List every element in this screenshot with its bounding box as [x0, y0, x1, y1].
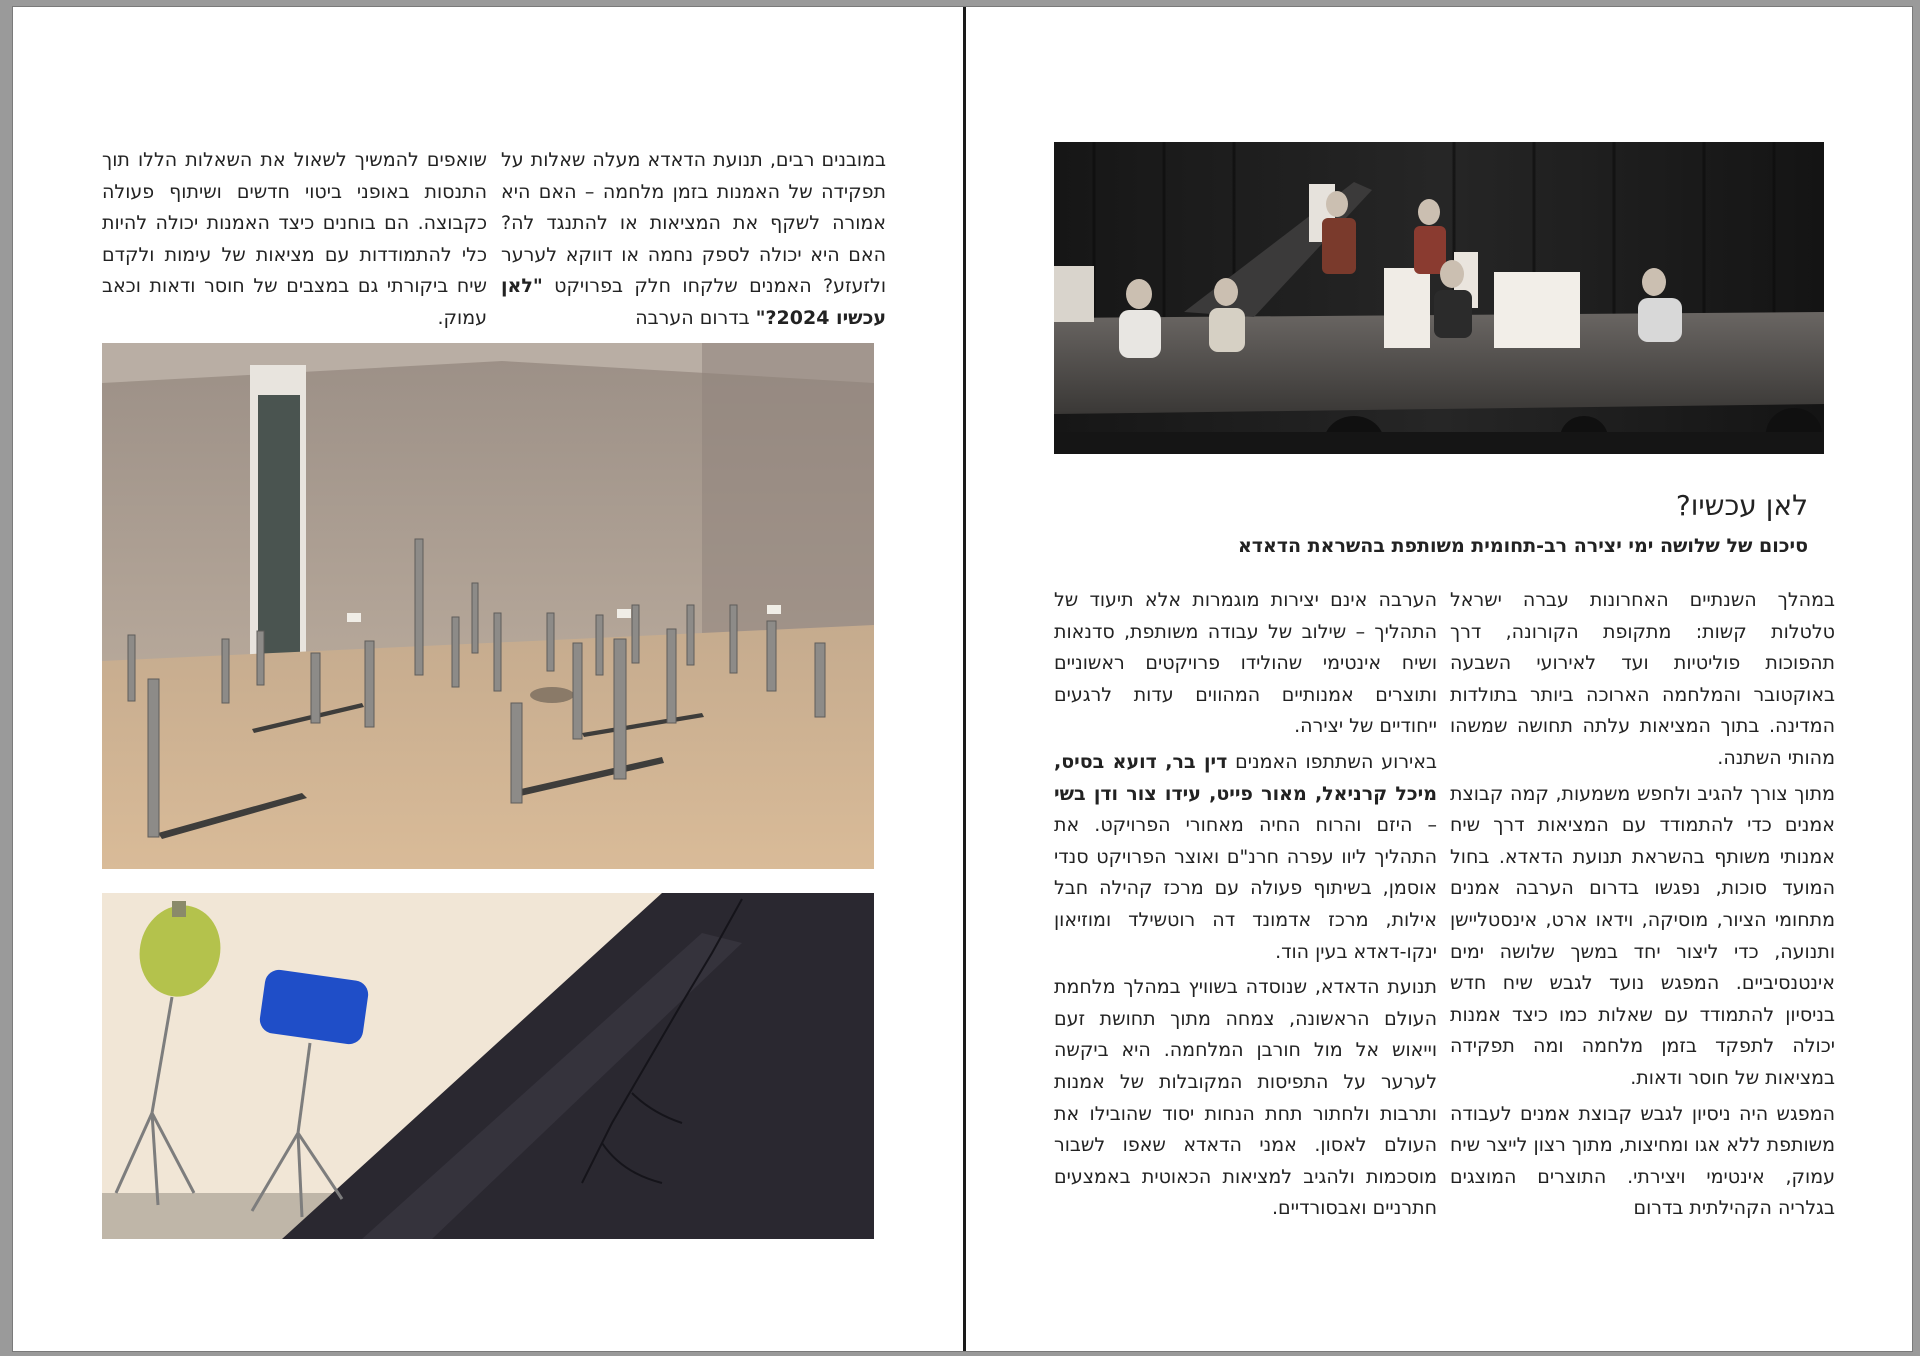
paragraph: הערבה אינם יצירות מוגמרות אלא תיעוד של התהליך – שילוב של עבודה משותפת, סדנאות ושיח אינטימי שהולידו פרויקטים ראשוניים ותוצרים אמנותיים המהווים עדות לרגעים ייחודיים של יצירה.: [1054, 589, 1437, 738]
page-spine: [963, 7, 966, 1351]
paragraph: מתוך צורך להגיב ולחפש משמעות, קמה קבוצת אמנים כדי להתמודד עם המציאות דרך שיח אמנותי משותף בהשראת תנועת הדאדא. בחול המועד סוכות, נפגשו בדרום הערבה אמנים מתחומי הציור, מוסיקה, וידאו ארט, אינסטליישן ותנועה, כדי ליצור יחד במשך שלושה ימים אינטנסיביים. המפגש נועד לגבש שיח חדש בניסיון להתמודד עם שאלות כמו כיצד אמנות יכולה לתפקד בזמן מלחמה ומה תפקידה במציאות של חוסר ודאות.: [1450, 782, 1835, 1089]
paragraph-text: בדרום הערבה: [635, 306, 756, 329]
magazine-spread: [12, 6, 1913, 1352]
paragraph: [501, 145, 886, 335]
project-name: "לאן עכשיו 2024?": [501, 275, 886, 329]
paragraph-rest: – היזם והרוח החיה מאחורי הפרויקט. את התהליך ליוו עפרה חרנ"ם ואוצר הפרויקט סנדי אוסמן, בשיתוף פעולה עם מרכז קהילה חבל אילות, מרכז אדמונד דה רוטשילד ומוזיאון ינקו-דאדא בעין הוד.: [1054, 814, 1437, 963]
article-title: לאן עכשיו?: [1675, 489, 1808, 522]
installation-photo: [102, 343, 874, 869]
paragraph: תנועת הדאדא, שנוסדה בשוויץ במהלך מלחמת העולם הראשונה, צמחה מתוך תחושת זעם וייאוש אל מול חורבן המלחמה. היא ביקשה לערער על התפיסות המקובלות של אמנות ותרבות ולחתור תחת הנחות יסוד שהובילו את העולם לאסון. אמני הדאדא שאפו לשבור מוסכמות ולהגיב למציאות הכאוטית באמצעים חתרניים ואבסורדיים.: [1054, 976, 1437, 1220]
text-column-right-a: [1450, 585, 1835, 1229]
text-column-right-b: [1054, 585, 1437, 1229]
artist-names: דין בר, דועא בסיס, מיכל קרניאל, מאור פייט, עידו צור ודן בשי: [1054, 750, 1437, 805]
stage-photo: [1054, 142, 1824, 454]
paragraph: במהלך השנתיים האחרונות עברה ישראל טלטלות קשות: מתקופת הקורונה, דרך תהפוכות פוליטיות ועד לאירועי השבעה באוקטובר והמלחמה הארוכה ביותר בתולדות המדינה. בתוך המציאות עלתה תחושה שמשהו מהותי השתנה.: [1450, 589, 1835, 769]
text-column-left-b: [102, 145, 487, 339]
objects-photo: [102, 893, 874, 1239]
paragraph-text: במובנים רבים, תנועת הדאדא מעלה שאלות על תפקידה של האמנות בזמן מלחמה – האם היא אמורה לשקף את המציאות או להתנגד לה? האם היא יכולה לספק נחמה או דווקא לערער ולזעזע? האמנים שלקחו חלק בפרויקט: [501, 149, 886, 298]
article-subtitle: סיכום של שלושה ימי יצירה רב-תחומית משותפת בהשראת הדאדא: [1237, 535, 1808, 557]
paragraph-intro: באירוע השתתפו האמנים: [1227, 750, 1437, 773]
text-column-left-a: [501, 145, 886, 339]
paragraph: שואפים להמשיך לשאול את השאלות הללו תוך התנסות באופני ביטוי חדשים ושיתוף פעולה כקבוצה. הם בוחנים כיצד האמנות יכולה להיות כלי להתמודדות עם מציאות של עימות ולקדם שיח ביקורתי גם במצבים של חוסר ודאות וכאב עמוק.: [102, 149, 487, 329]
paragraph: [1054, 747, 1437, 968]
paragraph: המפגש היה ניסיון לגבש קבוצת אמנים לעבודה משותפת ללא אגו ומחיצות, מתוך רצון לייצר שיח עמוק, אינטימי ויצירתי. התוצרים המוצגים בגלריה הקהילתית בדרום: [1450, 1102, 1835, 1220]
